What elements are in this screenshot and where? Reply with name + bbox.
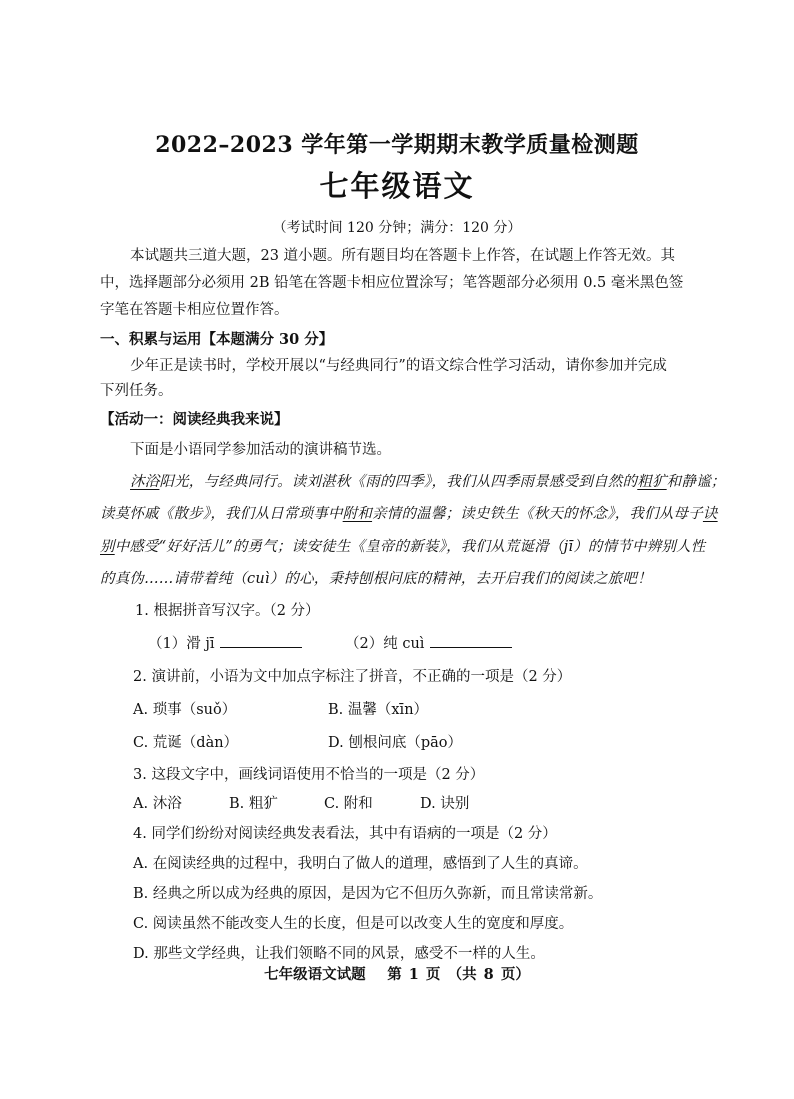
underlined-word: 附和 bbox=[342, 506, 373, 522]
section-intro-line-1: 少年正是读书时，学校开展以“与经典同行”的语文综合性学习活动，请你参加并完成 bbox=[130, 358, 667, 374]
page-footer: 七年级语文试题 第 1 页 （共 8 页） bbox=[264, 966, 530, 983]
passage-lead: 下面是小语同学参加活动的演讲稿节选。 bbox=[130, 442, 391, 458]
question-4-stem: 4. 同学们纷纷对阅读经典发表看法，其中有语病的一项是（2 分） bbox=[133, 826, 557, 842]
passage-line-4: 的真伪……请带着纯（cuì）的心，秉持刨根问底的精神，去开启我们的阅读之旅吧！ bbox=[100, 571, 652, 587]
question-1-part-a: （1）滑 jī bbox=[148, 637, 302, 652]
passage-line-3 bbox=[100, 540, 706, 555]
instructions-line-3: 字笔在答题卡相应位置作答。 bbox=[100, 302, 289, 318]
passage-text: 读莫怀戚《散步》，我们从日常琐事中 bbox=[100, 506, 343, 522]
instructions-line-2: 中，选择题部分必须用 2B 铅笔在答题卡相应位置涂写；笔答题部分必须用 0.5 毫米黑色签 bbox=[100, 275, 684, 291]
section-heading: 一、积累与运用【本题满分 30 分】 bbox=[100, 331, 334, 348]
question-3-option-c: C. 附和 bbox=[324, 796, 373, 812]
question-4-option-b: B. 经典之所以成为经典的原因，是因为它不但历久弥新，而且常读常新。 bbox=[133, 886, 603, 902]
instructions-line-1: 本试题共三道大题，23 道小题。所有题目均在答题卡上作答，在试题上作答无效。其 bbox=[130, 248, 676, 264]
passage-text: 和静谧； bbox=[666, 474, 726, 490]
question-3-stem: 3. 这段文字中，画线词语使用不恰当的一项是（2 分） bbox=[133, 767, 485, 783]
underlined-word: 诀 bbox=[702, 506, 718, 522]
question-4-option-a: A. 在阅读经典的过程中，我明白了做人的道理，感悟到了人生的真谛。 bbox=[133, 856, 588, 872]
answer-blank bbox=[220, 646, 302, 648]
activity-heading: 【活动一：阅读经典我来说】 bbox=[100, 411, 289, 428]
question-2-option-b: B. 温馨（xīn） bbox=[328, 702, 429, 718]
question-2-stem: 2. 演讲前，小语为文中加点字标注了拼音，不正确的一项是（2 分） bbox=[133, 669, 572, 685]
question-2-option-a: A. 琐事（suǒ） bbox=[133, 702, 237, 718]
section-intro-line-2: 下列任务。 bbox=[100, 383, 173, 399]
passage-line-2 bbox=[100, 507, 718, 522]
question-3-option-a: A. 沐浴 bbox=[133, 796, 182, 812]
question-1-stem: 1. 根据拼音写汉字。（2 分） bbox=[135, 603, 320, 619]
passage-text: 亲情的温馨；读史铁生《秋天的怀念》，我们从母子 bbox=[372, 506, 703, 522]
passage-text: 阳光，与经典同行。读刘湛秋《雨的四季》，我们从四季雨景感受到自然的 bbox=[159, 474, 638, 490]
exam-info: （考试时间 120 分钟；满分：120 分） bbox=[272, 220, 522, 236]
subject-title: 七年级语文 bbox=[319, 169, 475, 203]
underlined-word: 别 bbox=[100, 539, 115, 555]
question-3-option-d: D. 诀别 bbox=[420, 796, 470, 812]
exam-title: 2022–2023 学年第一学期期末教学质量检测题 bbox=[155, 132, 639, 158]
question-2-option-c: C. 荒诞（dàn） bbox=[133, 735, 239, 751]
answer-blank bbox=[430, 646, 512, 648]
underlined-word: 沐浴 bbox=[130, 474, 160, 490]
question-1-part-b: （2）纯 cuì bbox=[345, 637, 512, 652]
underlined-word: 粗犷 bbox=[637, 474, 667, 490]
passage-line-1 bbox=[130, 475, 725, 490]
question-4-option-d: D. 那些文学经典，让我们领略不同的风景，感受不一样的人生。 bbox=[133, 946, 545, 962]
question-2-option-d: D. 刨根问底（pāo） bbox=[328, 735, 462, 751]
question-4-option-c: C. 阅读虽然不能改变人生的长度，但是可以改变人生的宽度和厚度。 bbox=[133, 916, 574, 932]
question-3-option-b: B. 粗犷 bbox=[229, 796, 278, 812]
passage-text: 中感受“好好活儿”的勇气；读安徒生《皇帝的新装》，我们从荒诞滑（jī）的情节中辨别人性 bbox=[114, 539, 706, 555]
